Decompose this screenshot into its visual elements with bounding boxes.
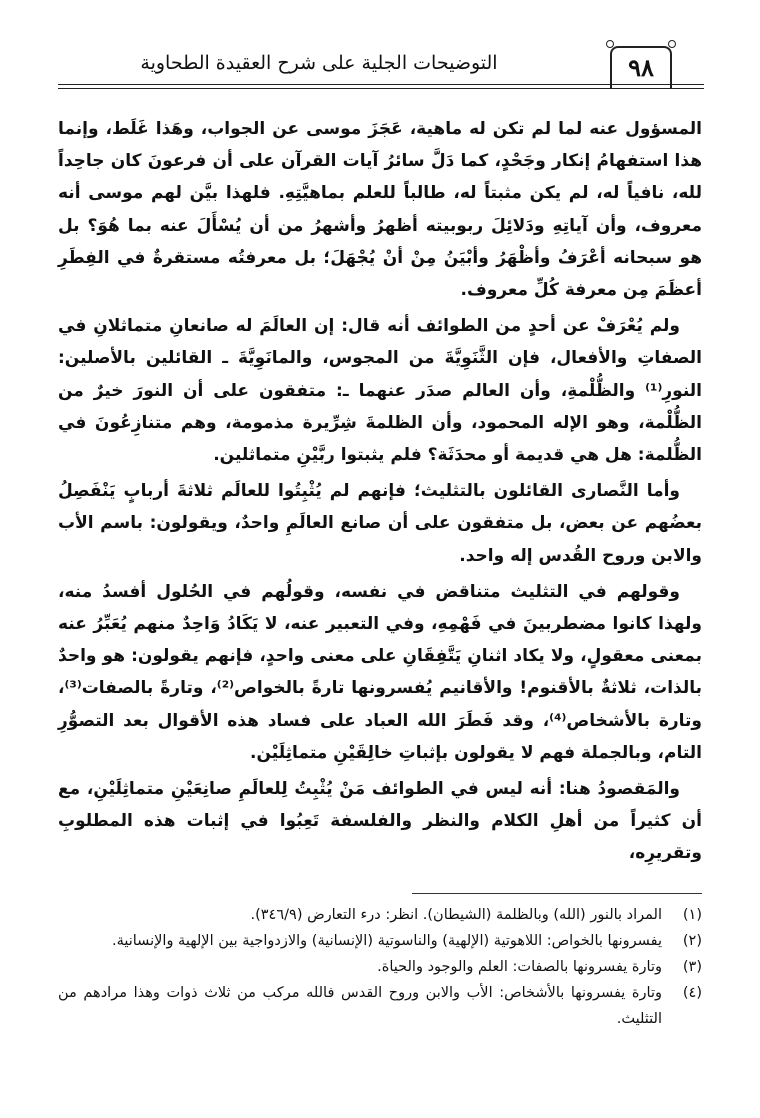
main-text xyxy=(58,113,702,874)
running-title: التوضيحات الجلية على شرح العقيدة الطحاوية xyxy=(140,52,498,74)
page-header xyxy=(58,38,704,98)
footnote xyxy=(58,954,702,980)
footnote-text: يفسرونها بالخواص: اللاهوتية (الإلهية) والناسوتية (الإنسانية) والازدواجية بين الإلهية والإنسانية. xyxy=(111,933,662,949)
header-rule-top xyxy=(58,84,704,85)
header-rule-bottom xyxy=(58,88,704,89)
paragraph: ولم يُعْرَفْ عن أحدٍ من الطوائف أنه قال: إن العالَمَ له صانعانِ متماثلانِ في الصفاتِ والأفعال، فإن الثَّنَوِيَّةَ من المجوس، والمانَوِيَّةَ ـ القائلين بالأصلين: النورِ⁽¹⁾ والظُّلْمةِ، وأن العالم صدَر عنهما ـ: متفقون على أن النورَ خيرٌ من الظُّلْمة، وهو الإله المحمود، وأن الظلمةَ شِرِّيرة مذمومة، وهم متنازِعُونَ في الظُّلمة: هل هي قديمة أو محدَثَة؟ فلم يثبتوا ربَّيْنِ متماثلين. xyxy=(58,316,702,466)
footnote xyxy=(58,902,702,928)
paragraph: وقولهم في التثليث متناقض في نفسه، وقولُهم في الحُلول أفسدُ منه، ولهذا كانوا مضطربينَ في فَهْمِهِ، وفي التعبير عنه، لا يَكَادُ وَاحِدٌ منهم يُعَبِّرُ عنه بمعنى معقولٍ، ولا يكاد اثنانِ يَتَّفِقَانِ على معنى واحدٍ، فإنهم يقولون: هو واحدٌ بالذات، ثلاثةٌ بالأقنوم! والأقانيم يُفسرونها تارةً بالخواص⁽²⁾، وتارةً بالصفات⁽³⁾، وتارة بالأشخاص⁽⁴⁾، وقد فَطَرَ الله العباد على فساد هذه الأقوال بعد التصوُّرِ التام، وبالجملة فهم لا يقولون بإثباتِ خالِقَيْنِ متماثِلَيْن. xyxy=(58,581,702,763)
footnote-text: وتارة يفسرونها بالأشخاص: الأب والابن وروح القدس فالله مركب من ثلاث ذوات وهذا مرادهم من التثليث. xyxy=(58,985,662,1027)
footnote-number: (٣) xyxy=(682,959,702,975)
footnote-number: (١) xyxy=(682,907,702,923)
page-number: ٩٨ xyxy=(610,46,672,88)
footnote-text: المراد بالنور (الله) وبالظلمة (الشيطان). انظر: درء التعارض (٣٤٦/٩). xyxy=(250,907,662,923)
footnote-number: (٤) xyxy=(682,985,702,1001)
footnotes xyxy=(58,902,702,1032)
paragraph: وأما النَّصارى القائلون بالتثليث؛ فإنهم لم يُثْبِتُوا للعالَم ثلاثةَ أربابٍ يَنْفَصِلُ بعضُهم عن بعض، بل متفقون على أن صانع العالَمِ واحدٌ، ويقولون: باسم الأب والابن وروح القُدس إله واحد. xyxy=(58,481,702,566)
footnote xyxy=(58,928,702,954)
paragraph: والمَقصودُ هنا: أنه ليس في الطوائف مَنْ يُثْبِتُ لِلعالَمِ صانِعَيْنِ متماثِلَيْنِ، مع أن كثيراً من أهلِ الكلام والنظر والفلسفة تَعِبُوا في إثبات هذه المطلوبِ وتقريرِه، xyxy=(58,779,702,864)
footnote-text: وتارة يفسرونها بالصفات: العلم والوجود والحياة. xyxy=(377,959,662,975)
footnote-number: (٢) xyxy=(682,933,702,949)
footnote-separator xyxy=(412,893,702,894)
footnote xyxy=(58,980,702,1032)
paragraph: المسؤول عنه لما لم تكن له ماهية، عَجَزَ موسى عن الجواب، وهَذا غَلَط، وإنما هذا استفهامُ إنكار وجَحْدٍ، كما دَلَّ سائرُ آيات القرآن على أن فرعونَ كان جاحِداً لله، نافياً له، لم يكن مثبتاً له، طالباً للعلم بماهيَّتِهِ. فلهذا بيَّن لهم موسى أنه معروف، وأن آياتِهِ ودَلائِلَ ربوبيته أظهرُ وأشهرُ من أن يُسْأَلَ عنه بما هُوَ؟ بل هو سبحانه أعْرَفُ وأظْهَرُ وأبْيَنُ مِنْ أنْ يُجْهَلَ؛ بل معرفتُه مستقرةٌ في الفِطَرِ أعظَمَ مِن معرفة كُلِّ معروف. xyxy=(58,119,702,301)
